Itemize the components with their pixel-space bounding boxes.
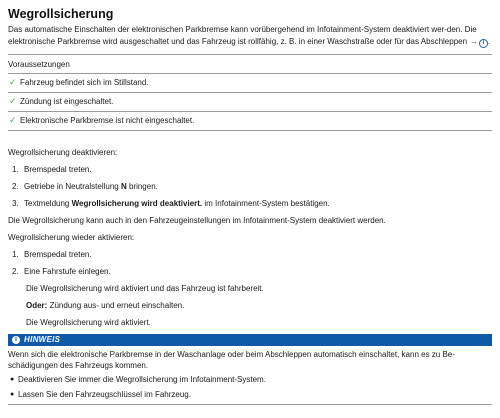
document-page [8, 0, 492, 405]
note-header [8, 334, 492, 346]
bullet-item [8, 389, 492, 400]
step-result: Die Wegrollsicherung wird aktiviert. [26, 317, 151, 327]
activate-heading: Wegrollsicherung wieder aktivieren: [8, 232, 135, 242]
activate-section [8, 232, 492, 328]
prerequisite-item [8, 74, 492, 93]
step-item [8, 181, 492, 192]
step-number: 2. [12, 181, 19, 191]
bullet-icon: ● [10, 375, 15, 383]
step-number: 1. [12, 164, 19, 174]
arrow-link-icon[interactable]: → [470, 36, 479, 46]
prerequisite-text: Elektronische Parkbremse ist nicht eingeschaltet. [20, 115, 195, 125]
step-text: Bremspedal treten. [24, 164, 92, 174]
note-body: Wenn sich die elektronische Parkbremse in der Waschanlage oder beim Abschleppen automatisch einschaltet, kann es zu Be-schädigungen des Fahrzeugs kommen. [8, 349, 455, 370]
note-title: HINWEIS [24, 335, 61, 344]
check-icon: ✓ [9, 76, 17, 87]
check-icon: ✓ [9, 114, 17, 125]
check-icon: ✓ [9, 95, 17, 106]
deactivate-steps [8, 164, 492, 209]
step-text: Bremspedal treten. [24, 249, 92, 259]
step-number: 2. [12, 266, 19, 276]
bullet-text: Deaktivieren Sie immer die Wegrollsicherung im Infotainment-System. [18, 374, 266, 384]
intro-text: Das automatische Einschalten der elektronischen Parkbremse kann vorübergehend im Infotainment-System deaktiviert wer-den. Die elektronische Parkbremse wird ausgeschaltet und das Fahrzeug ist rollfähig, z. B. in einer Waschstraße oder für das Abschleppen [8, 25, 477, 46]
deactivate-section [8, 147, 492, 209]
prerequisite-item [8, 93, 492, 112]
prerequisite-text: Fahrzeug befindet sich im Stillstand. [20, 77, 149, 87]
step-alternative: Oder: Zündung aus- und erneut einschalten. [26, 300, 185, 310]
bullet-item [8, 374, 492, 385]
step-result: Die Wegrollsicherung wird aktiviert und das Fahrzeug ist fahrbereit. [26, 283, 264, 293]
intro-paragraph: Das automatische Einschalten der elektronischen Parkbremse kann vorübergehend im Infotainment-System deaktiviert wer-den. Die elektronische Parkbremse wird ausgeschaltet und das Fahrzeug ist rollfähig, z. B. in einer Waschstraße oder für das Abschleppen → i . [8, 25, 491, 46]
prerequisite-text: Zündung ist eingeschaltet. [20, 96, 114, 106]
step-item [8, 164, 492, 175]
prerequisites-heading: Voraussetzungen [8, 54, 492, 74]
note-bullets [8, 374, 492, 400]
bullet-icon: ● [10, 390, 15, 398]
step-item [8, 266, 492, 277]
step-number: 3. [12, 198, 19, 208]
settings-note: Die Wegrollsicherung kann auch in den Fahrzeugeinstellungen im Infotainment-System deaktiviert werden. [8, 215, 386, 225]
step-item [8, 198, 492, 209]
step-number: 1. [12, 249, 19, 259]
prerequisite-item [8, 112, 492, 131]
bullet-text: Lassen Sie den Fahrzeugschlüssel im Fahrzeug. [18, 389, 191, 399]
activate-steps [8, 249, 492, 277]
page-title: Wegrollsicherung [8, 7, 114, 21]
step-text: Getriebe in Neutralstellung N bringen. [24, 181, 158, 191]
info-icon: i [12, 336, 20, 344]
info-reference-icon[interactable]: i [479, 39, 488, 48]
deactivate-heading: Wegrollsicherung deaktivieren: [8, 147, 118, 157]
step-text: Eine Fahrstufe einlegen. [24, 266, 111, 276]
bottom-divider [8, 404, 492, 405]
step-item [8, 249, 492, 260]
step-text: Textmeldung Wegrollsicherung wird deaktiviert. im Infotainment-System bestätigen. [24, 198, 330, 208]
